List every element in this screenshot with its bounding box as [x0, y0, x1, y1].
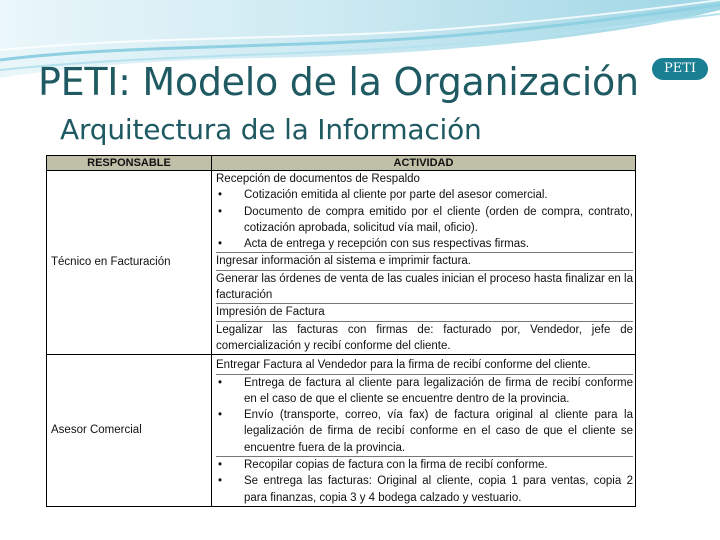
bullet-dot-icon: • [218, 459, 223, 472]
activity-line: Entregar Factura al Vendedor para la firma de recibí conforme del cliente. [216, 359, 591, 372]
responsable-cell: Asesor Comercial [47, 355, 212, 507]
activities-table [46, 155, 636, 507]
table-header-row [47, 156, 636, 171]
bullet-dot-icon: • [218, 238, 223, 251]
activity-line: Impresión de Factura [216, 303, 633, 320]
bullet-dot-icon: • [218, 376, 223, 389]
bullet-dot-icon: • [218, 189, 223, 202]
list-item: • Cotización emitida al cliente por parte del asesor comercial. [216, 187, 633, 203]
bullet-dot-icon: • [218, 475, 223, 488]
bullet-dot-icon: • [218, 409, 223, 422]
activity-line: Legalizar las facturas con firmas de: facturado por, Vendedor, jefe de comercialización y recibí conforme del cliente. [216, 321, 633, 355]
header-actividad: ACTIVIDAD [212, 156, 636, 171]
activity-line: Recepción de documentos de Respaldo [216, 173, 420, 185]
responsable-cell: Técnico en Facturación [47, 171, 212, 355]
list-item: • Entrega de factura al cliente para legalización de firma de recibí conforme en el caso de que el cliente se encuentre dentro de la provincia. [216, 374, 633, 408]
activity-line: Ingresar información al sistema e imprimir factura. [216, 252, 633, 269]
list-item: • Documento de compra emitido por el cliente (orden de compra, contrato, cotización aprobada, solicitud vía mail, oficio). [216, 204, 633, 237]
slide-subtitle: Arquitectura de la Información [60, 113, 482, 146]
actividad-cell [212, 171, 636, 355]
actividad-cell [212, 355, 636, 507]
peti-badge: PETI [652, 58, 708, 80]
list-item: • Envío (transporte, correo, vía fax) de factura original al cliente para la legalización de firma de recibí conforme en el caso de que el cliente se encuentre fuera de la provincia. [216, 407, 633, 456]
header-responsable: RESPONSABLE [47, 156, 212, 171]
bullet-dot-icon: • [218, 205, 223, 218]
list-item: • Se entrega las facturas: Original al cliente, copia 1 para ventas, copia 2 para finanzas, copia 3 y 4 bodega calzado y vestuario. [216, 473, 633, 506]
slide-title: PETI: Modelo de la Organización [38, 60, 639, 104]
activity-line: Generar las órdenes de venta de las cuales inician el proceso hasta finalizar en la facturación [216, 270, 633, 304]
list-item: • Recopilar copias de factura con la firma de recibí conforme. [216, 456, 633, 473]
list-item: • Acta de entrega y recepción con sus respectivas firmas. [216, 236, 633, 252]
table-row [47, 171, 636, 355]
table-row [47, 355, 636, 507]
